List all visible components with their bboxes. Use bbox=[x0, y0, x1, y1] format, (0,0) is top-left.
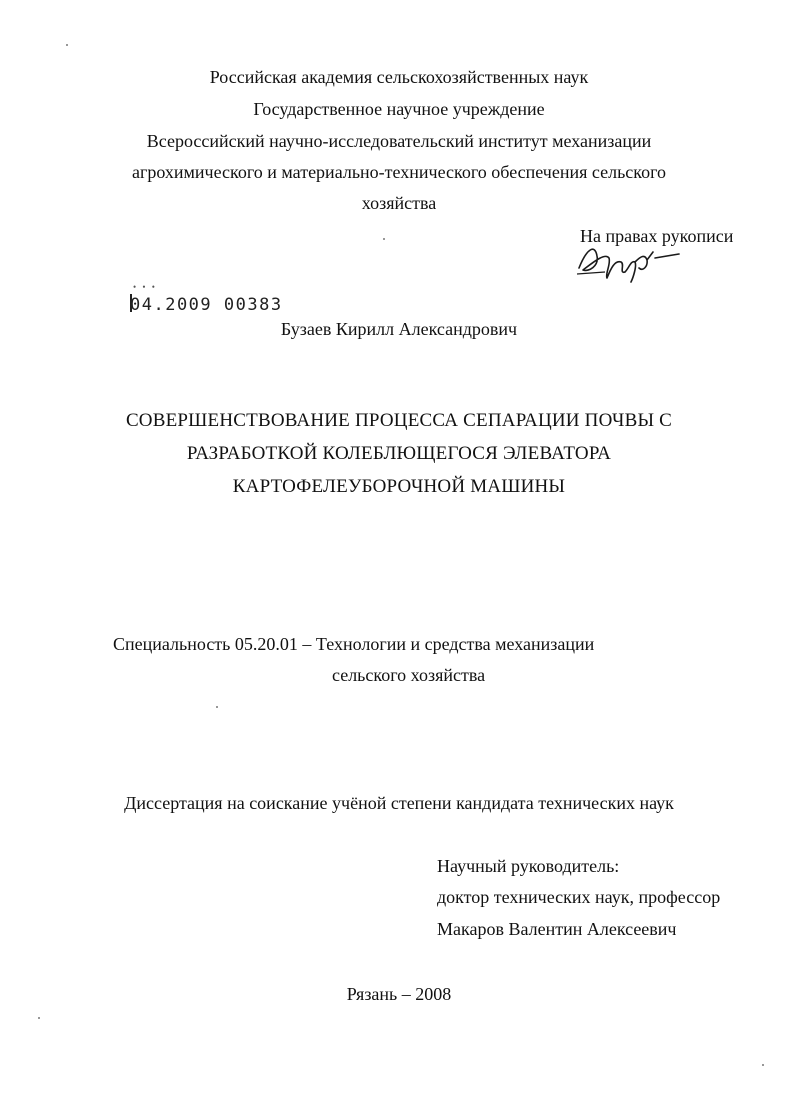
thesis-title-line2: РАЗРАБОТКОЙ КОЛЕБЛЮЩЕГОСЯ ЭЛЕВАТОРА bbox=[186, 443, 612, 464]
author-name: Бузаев Кирилл Александрович bbox=[280, 319, 518, 339]
stamp-marks: • • • bbox=[133, 282, 157, 292]
scan-speck bbox=[762, 1064, 764, 1066]
scan-speck bbox=[216, 706, 218, 708]
manuscript-note: На правах рукописи bbox=[580, 226, 734, 246]
scan-speck bbox=[66, 44, 68, 46]
supervisor-degree: доктор технических наук, профессор bbox=[437, 887, 721, 907]
dissertation-type: Диссертация на соискание учёной степени кандидата технических наук bbox=[124, 793, 674, 813]
institute-name-line3: хозяйства bbox=[361, 193, 437, 213]
academy-name: Российская академия сельскохозяйственных наук bbox=[209, 67, 589, 87]
signature bbox=[575, 238, 685, 286]
thesis-title-line1: СОВЕРШЕНСТВОВАНИЕ ПРОЦЕССА СЕПАРАЦИИ ПОЧВЫ С bbox=[125, 410, 673, 431]
specialty-line2: сельского хозяйства bbox=[332, 665, 486, 685]
specialty-line1: Специальность 05.20.01 – Технологии и средства механизации bbox=[113, 634, 595, 654]
supervisor-label: Научный руководитель: bbox=[437, 856, 620, 876]
institution-type: Государственное научное учреждение bbox=[253, 99, 545, 119]
supervisor-name: Макаров Валентин Алексеевич bbox=[437, 919, 677, 939]
scan-speck bbox=[383, 238, 385, 240]
place-year: Рязань – 2008 bbox=[346, 984, 452, 1004]
institute-name-line1: Всероссийский научно-исследовательский институт механизации bbox=[146, 131, 652, 151]
registration-stamp: 04.2009 00383 bbox=[130, 295, 283, 315]
scan-speck bbox=[38, 1017, 40, 1019]
institute-name-line2: агрохимического и материально-технического обеспечения сельского bbox=[131, 162, 667, 182]
thesis-title-line3: КАРТОФЕЛЕУБОРОЧНОЙ МАШИНЫ bbox=[232, 476, 566, 497]
